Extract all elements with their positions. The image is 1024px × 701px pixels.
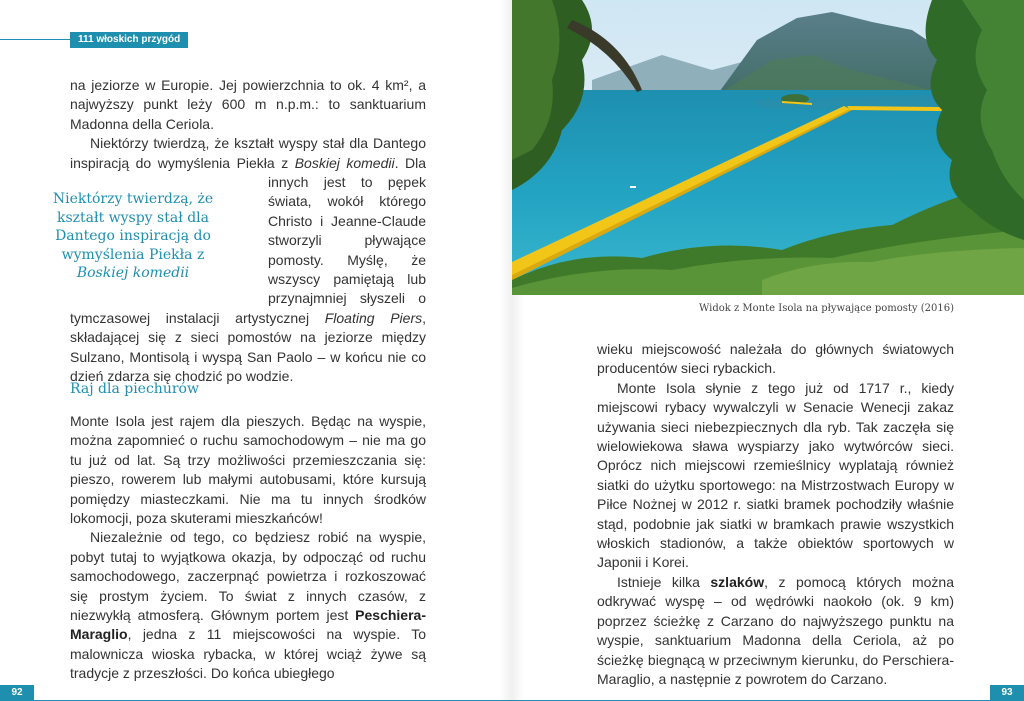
section-heading: Raj dla piechurów: [70, 381, 199, 397]
paragraph: na jeziorze w Europie. Jej powierzchnia to ok. 4 km², a najwyższy punkt leży 600 m n.p.m.: to sanktuarium Madonna della Ceriola.: [70, 77, 426, 132]
paragraph: wieku miejscowość należała do głównych światowych producentów sieci rybackich.: [597, 341, 954, 377]
left-body-bottom: [70, 412, 426, 684]
page-number: 92: [0, 685, 34, 701]
book-title-tag: 111 włoskich przygód: [70, 32, 188, 48]
paragraph: Niektórzy twierdzą, że kształt wyspy stał dla Dantego inspiracją do wymyślenia Piekła z Boskiej komedii . Dla innych jest to pępek świata, wokół którego Christo i Jeanne-Claude stworzyli pływające pomosty. Myślę, że wszyscy pamiętają lub przynajmniej słyszeli o tymczasowej instalacji artystycznej Floating Piers, składającej się z sieci pomostów na jeziorze między Sulzano, Montisolą i wyspą San Paolo – w końcu nie co dzień zdarza się chodzić po wodzie.: [70, 135, 427, 385]
paragraph: Monte Isola słynie z tego już od 1717 r., kiedy miejscowi rybacy wywalczyli w Senacie Wenecji zakaz używania sieci niebezpiecznych dla ryb. Tak zaczęła się wielowiekowa sława wyspiarzy jako wytwórców sieci. Oprócz nich miejscowi rzemieślnicy wyplatają również siatki do użytku sportowego: na Mistrzostwach Europy w Piłce Nożnej w 2012 r. siatki bramek pochodziły właśnie stąd, podobnie jak siatki w bramkach prawie wszystkich włoskich stadionów, a także obiektów sportowych w Japonii i Korei.: [597, 379, 954, 571]
pull-quote: Niektórzy twierdzą, że kształt wyspy stał dla Dantego inspiracją do wymyślenia Piekła z Boskiej komedii: [52, 191, 214, 282]
page-number: 93: [990, 685, 1024, 701]
paragraph: Niezależnie od tego, co będziesz robić na wyspie, pobyt tutaj to wyjątkowa okazja, by odpocząć od ruchu samochodowego, zaczerpnąć powietrza i rozkoszować się prostym życiem. To świat z innych czasów, z niezwykłą atmosferą. Głównym portem jest Peschiera-Maraglio, jedna z 11 miejscowości na wyspie. To malownicza wioska rybacka, w której wciąż żywe są tradycje z przeszłości. Do końca ubiegłego: [70, 529, 426, 682]
photo-caption: Widok z Monte Isola na pływające pomosty (2016): [699, 303, 954, 314]
paragraph: Istnieje kilka szlaków, z pomocą których można odkrywać wyspę – od wędrówki naokoło (ok. 9 km) poprzez ścieżkę z Carzano do najwyższego punktu na wyspie, sanktuarium Madonna della Ceriola, aż po ścieżkę biegnącą w przeciwnym kierunku, do Perschiera-Maraglio, a następnie z powrotem do Carzano.: [597, 573, 954, 687]
right-body: [597, 340, 954, 689]
paragraph: Monte Isola jest rajem dla pieszych. Będąc na wyspie, można zapomnieć o ruchu samochodowym – nie ma go tu już od lat. Są trzy możliwości przemieszczania się: pieszo, rowerem lub małymi autobusami, które kursują pomiędzy miasteczkami. Nie ma tu innych środków lokomocji, poza skuterami mieszkańców!: [70, 413, 426, 527]
